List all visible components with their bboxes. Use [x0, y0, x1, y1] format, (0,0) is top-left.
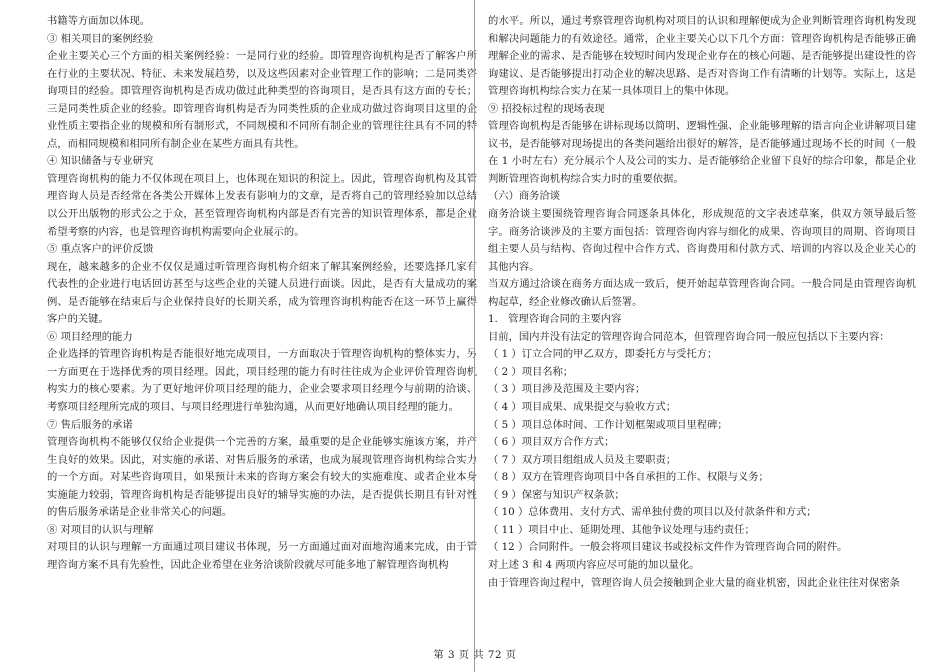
- paragraph: 管理咨询机构是否能够在讲标现场以简明、逻辑性强、企业能够理解的语言向企业讲解项目建议书，是否能够对现场提出的各类问题给出很好的解答，是否能够通过现场不长的时间（一般在 1 小时左右）充分展示个人及公司的实力、是否能够给企业留下良好的综合印象，都是企业判断管理咨询机构综合实力时的重要依据。: [488, 120, 916, 185]
- paragraph: 由于管理咨询过程中，管理咨询人员会接触到企业大量的商业机密，因此企业往往对保密条: [488, 576, 900, 589]
- section-heading: （六）商务洽谈: [488, 190, 561, 203]
- column-divider: [474, 0, 475, 672]
- paragraph: 商务洽谈主要围绕管理咨询合同逐条具体化，形成规范的文字表述草案，供双方领导最后签字。商务洽谈涉及的主要方面包括：管理咨询内容与细化的成果、咨询项目的周期、咨询项目组主要人员与结构、咨询过程中合作方式、咨询费用和付款方式、培训的内容以及企业关心的其他内容。: [488, 208, 916, 273]
- list-item: （ 11 ）项目中止、延期处理、其他争议处理与违约责任；: [488, 523, 755, 536]
- section-heading: ④ 知识储备与专业研究: [47, 155, 154, 168]
- paragraph: 管理咨询机构不能够仅仅给企业提供一个完善的方案，最重要的是企业能够实施该方案，并产生良好的效果。因此，对实施的承诺、对售后服务的承诺，也成为展现管理咨询机构综合实力的一个方面。对某些咨询项目，如果预计未来的咨询方案会有较大的实施难度、或者企业本身实施能力较弱，管理咨询机构是否能够提出良好的辅导实施的办法，是否提供长期且有针对性的售后服务承诺是企业非常关心的问题。: [47, 436, 477, 519]
- list-item: （ 1 ）订立合同的甲乙双方，即委托方与受托方；: [488, 348, 718, 361]
- section-heading: ⑨ 招投标过程的现场表现: [488, 102, 605, 115]
- list-item: （ 7 ）双方项目组组成人员及主要职责；: [488, 453, 677, 466]
- section-heading: 1. 管理咨询合同的主要内容: [488, 313, 622, 326]
- list-item: （ 8 ）双方在管理咨询项目中各自承担的工作、权限与义务；: [488, 471, 769, 484]
- list-item: （ 5 ）项目总体时间、工作计划框架或项目里程碑；: [488, 418, 728, 431]
- list-item: （ 3 ）项目涉及范围及主要内容；: [488, 383, 646, 396]
- list-item: （ 9 ）保密与知识产权条款；: [488, 488, 625, 501]
- paragraph: 当双方通过洽谈在商务方面达成一致后，便开始起草管理咨询合同。一般合同是由管理咨询机构起草，经企业修改确认后签署。: [488, 278, 916, 308]
- list-item: （ 12 ）合同附件。一般会将项目建议书或投标文件作为管理咨询合同的附件。: [488, 541, 848, 554]
- section-heading: ⑥ 项目经理的能力: [47, 330, 133, 343]
- left-text-column: [47, 13, 477, 575]
- paragraph: 书籍等方面加以体现。: [47, 15, 150, 27]
- paragraph: 现在，越来越多的企业不仅仅是通过听管理咨询机构介绍来了解其案例经验，还要选择几家有代表性的企业进行电话回访甚至与这些企业的关键人员进行面谈。因此，是否有大量成功的案例、是否能够在结束后与企业保持良好的长期关系，成为管理咨询机构能否在这一环节上赢得客户的关键。: [47, 260, 477, 326]
- page-number-footer: 第 3 页 共 72 页: [433, 649, 517, 661]
- paragraph: 对项目的认识与理解一方面通过项目建议书体现，另一方面通过面对面地沟通来完成，由于管理咨询方案不具有先验性，因此企业希望在业务洽谈阶段就尽可能多地了解管理咨询机构: [47, 541, 477, 571]
- paragraph: 企业主要关心三个方面的相关案例经验：一是同行业的经验。即管理咨询机构是否了解客户所在行业的主要状况、特征、未来发展趋势，以及这些因素对企业管理工作的影响；二是同类咨询项目的经验。即管理咨询机构是否成功做过此种类型的咨询项目，是否具有这方面的专长；三是同类性质企业的经验。即管理咨询机构是否为同类性质的企业成功做过咨询项目这里的企业性质主要指企业的规模和所有制形式，不同规模和不同所有制企业的管理往往具有不同的特点，而相同规模和相同所有制企业在某些方面具有共性。: [47, 50, 477, 150]
- paragraph: 对上述 3 和 4 两项内容应尽可能的加以量化。: [488, 558, 700, 571]
- paragraph: 目前，国内并没有法定的管理咨询合同范本，但管理咨询合同一般应包括以下主要内容：: [488, 330, 890, 343]
- paragraph: 企业选择的管理咨询机构是否能很好地完成项目，一方面取决于管理咨询机构的整体实力，另一方面更在于选择优秀的项目经理。因此，项目经理的能力有时往往成为企业评价管理咨询机构实力的核心要素。为了更好地评价项目经理的能力，企业会要求项目经理今与前期的洽谈、考察项目经理所完成的项目、与项目经理进行单独沟通，从而更好地确认项目经理的能力。: [47, 348, 477, 414]
- section-heading: ③ 相关项目的案例经验: [47, 32, 154, 45]
- list-item: （ 4 ）项目成果、成果提交与验收方式；: [488, 401, 677, 414]
- paragraph: 的水平。所以，通过考察管理咨询机构对项目的认识和理解便成为企业判断管理咨询机构发现和解决问题能力的有效途径。通常，企业主要关心以下几个方面：管理咨询机构是否能够正确理解企业的需求、是否能够在较短时间内发现企业存在的核心问题、是否能够提出建设性的咨询建议、是否能够提出打动企业的解决思路、是否对咨询工作有清晰的计划等。实际上，这是管理咨询机构综合实力在某一具体项目上的集中体现。: [488, 15, 916, 98]
- section-heading: ⑤ 重点客户的评价反馈: [47, 243, 154, 256]
- right-text-column: [488, 13, 916, 592]
- list-item: （ 10 ）总体费用、支付方式、需单独付费的项目以及付款条件和方式；: [488, 506, 817, 519]
- paragraph: 管理咨询机构的能力不仅体现在项目上，也体现在知识的积淀上。因此，管理咨询机构及其管理咨询人员是否经常在各类公开媒体上发表有影响力的文章，是否将自己的管理经验加以总结以公开出版物的形式公之于众，甚至管理咨询机构内部是否有完善的知识管理体系，都是企业希望考察的内容，也是管理咨询机构需要向企业展示的。: [47, 172, 477, 238]
- list-item: （ 2 ）项目名称；: [488, 365, 574, 378]
- section-heading: ⑦ 售后服务的承诺: [47, 418, 133, 431]
- list-item: （ 6 ）项目双方合作方式；: [488, 436, 615, 449]
- section-heading: ⑧ 对项目的认识与理解: [47, 523, 154, 536]
